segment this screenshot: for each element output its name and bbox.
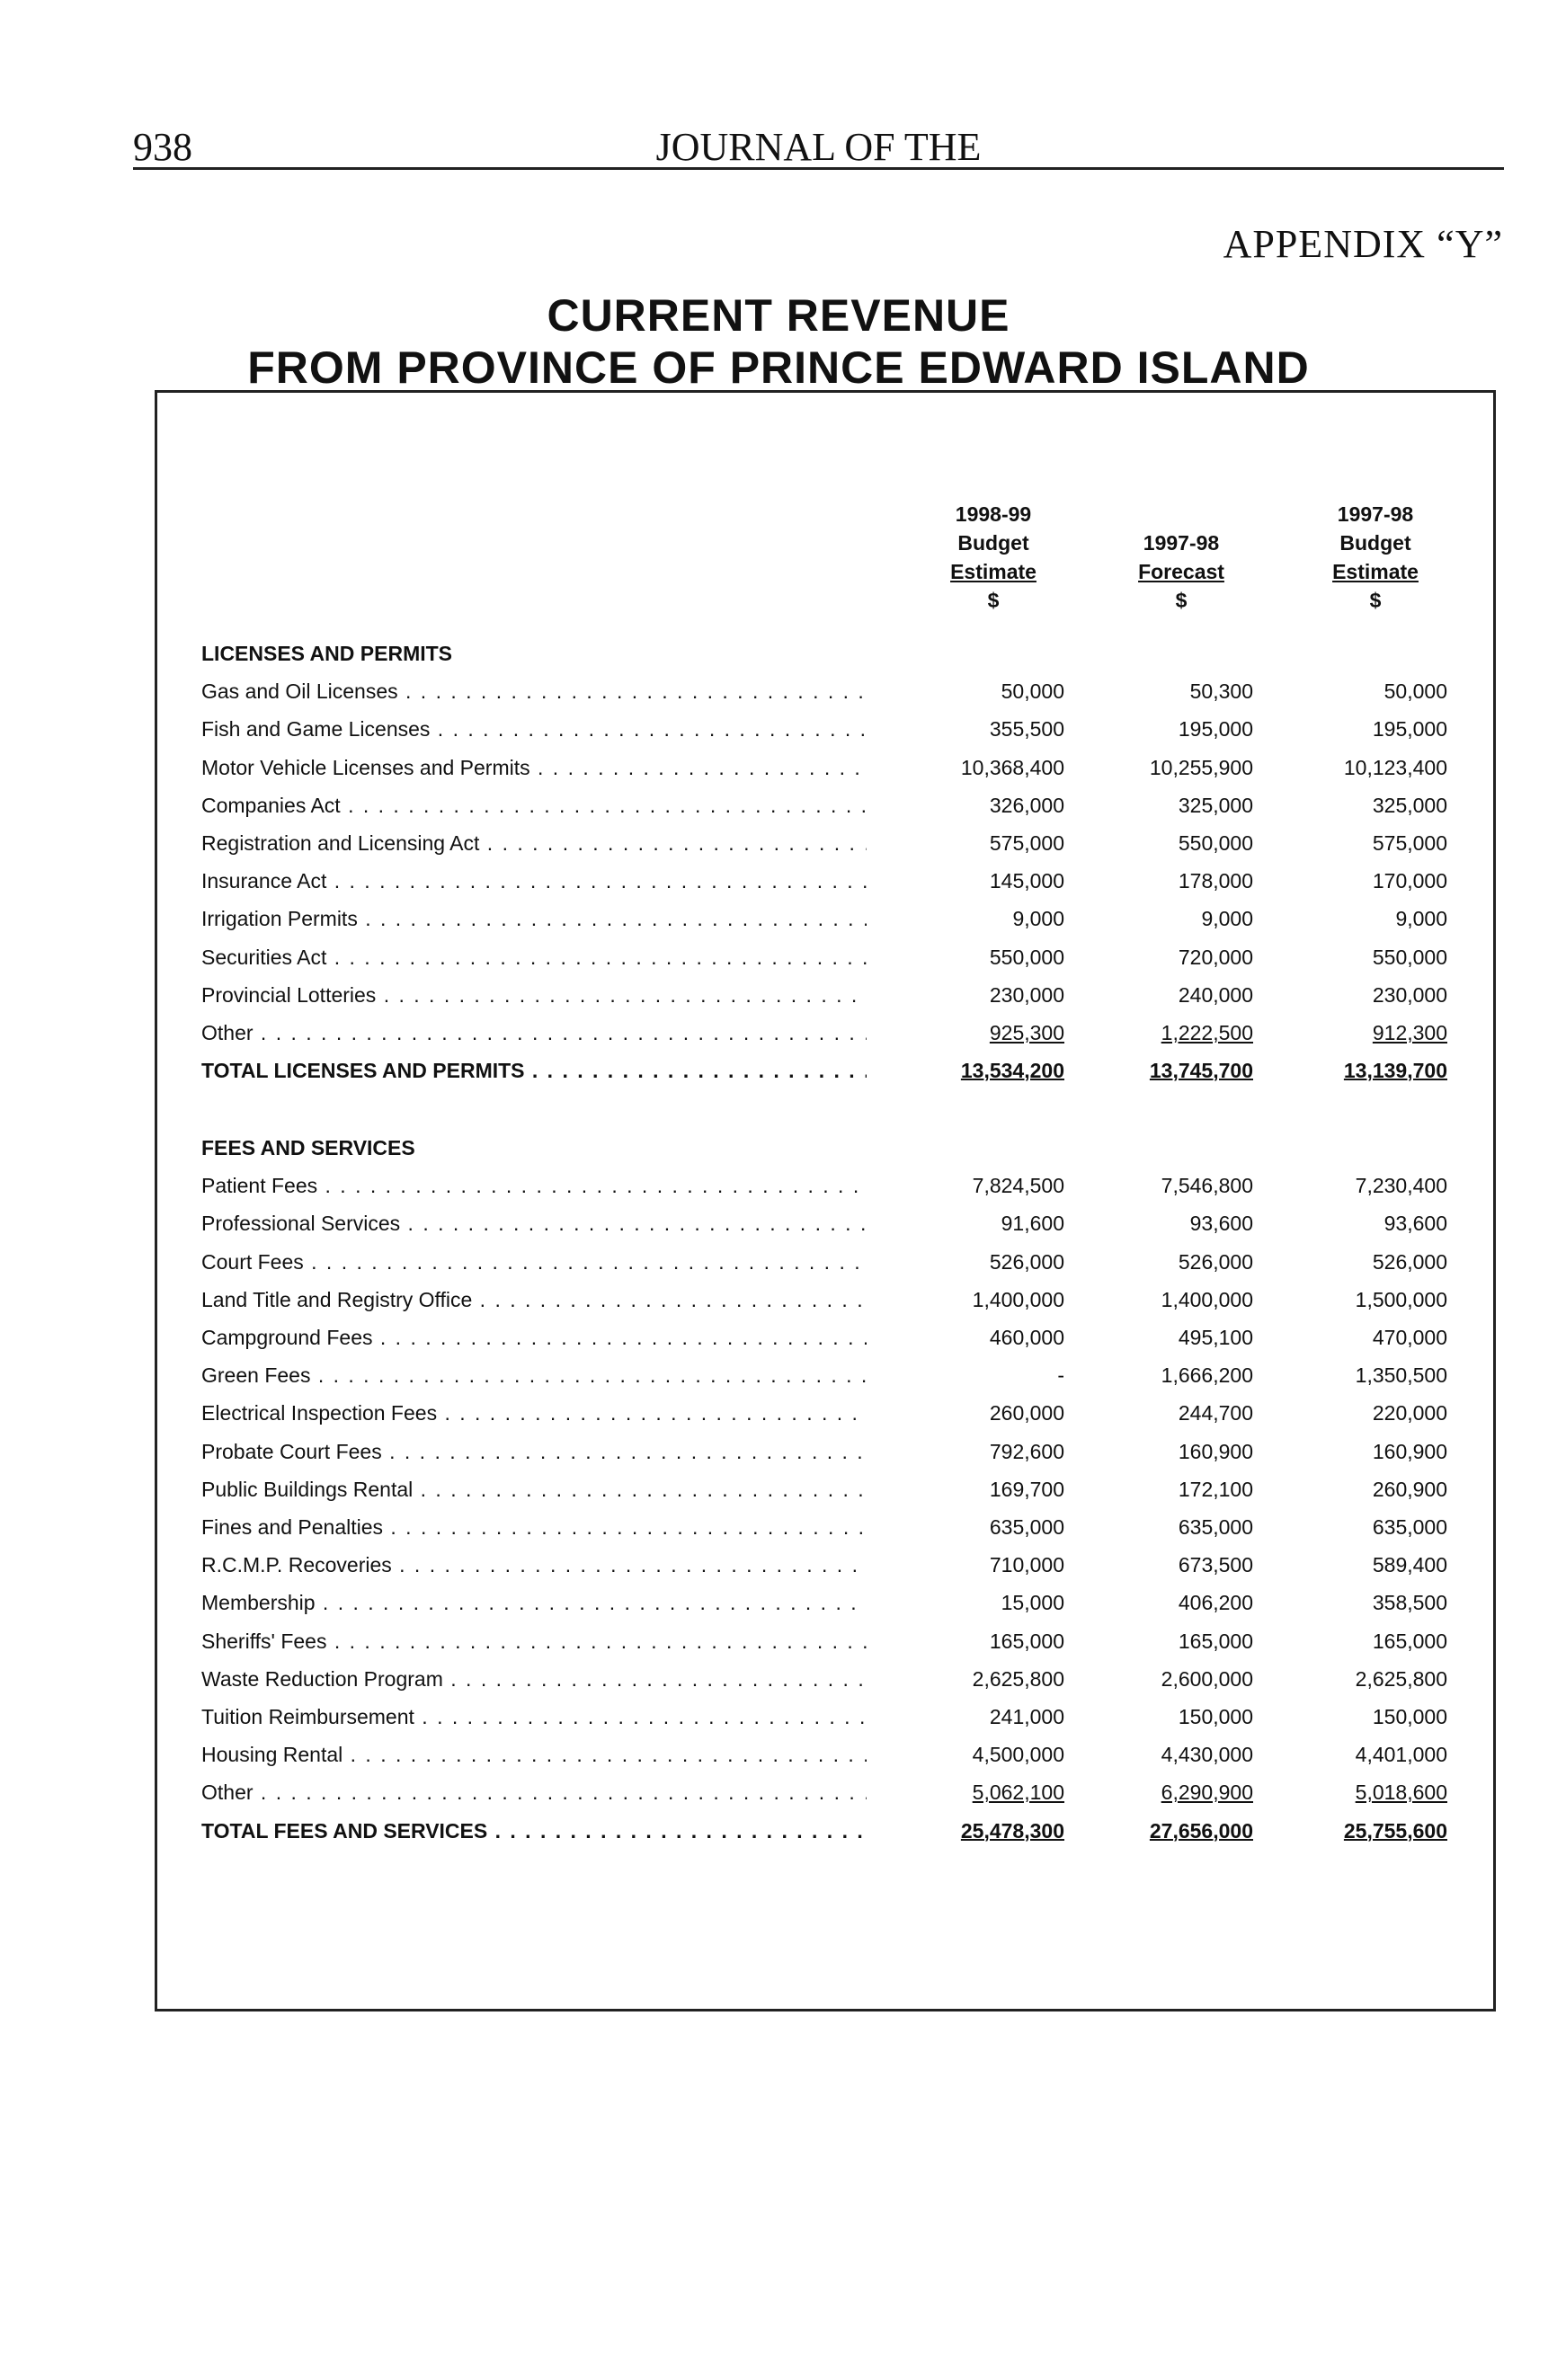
- table-row: [201, 1363, 1460, 1392]
- cell-value: 7,230,400: [1355, 1174, 1447, 1198]
- table-row: [201, 1212, 1460, 1240]
- row-label: Irrigation Permits . . .: [201, 907, 867, 931]
- table-row: [201, 1705, 1460, 1734]
- cell-value: 460,000: [989, 1326, 1064, 1349]
- row-label: Sheriffs' Fees . . .: [201, 1630, 867, 1654]
- table-total-row: [201, 1059, 1460, 1088]
- cell-value: 550,000: [1178, 831, 1253, 855]
- table-row: [201, 1743, 1460, 1772]
- cell-value: 326,000: [989, 793, 1064, 817]
- row-label: Campground Fees . . .: [201, 1326, 867, 1350]
- row-label: Green Fees . . .: [201, 1363, 867, 1388]
- cell-value: 635,000: [989, 1515, 1064, 1539]
- table-row: [201, 1478, 1460, 1506]
- cell-value: 10,123,400: [1343, 755, 1447, 779]
- row-label: Court Fees . . .: [201, 1250, 867, 1274]
- row-label: Provincial Lotteries . . .: [201, 983, 867, 1008]
- row-label: Probate Court Fees . . .: [201, 1440, 867, 1464]
- cell-value: 575,000: [989, 831, 1064, 855]
- table-row: [201, 1515, 1460, 1544]
- cell-value: 50,000: [1384, 679, 1447, 704]
- cell-value: 50,300: [1189, 679, 1253, 704]
- cell-value: 792,600: [989, 1439, 1064, 1463]
- column-header-line: Estimate: [1332, 560, 1419, 583]
- column-header-line: Estimate: [950, 560, 1037, 583]
- table-row: [201, 946, 1460, 974]
- cell-value: 170,000: [1372, 869, 1447, 893]
- cell-value: 240,000: [1178, 982, 1253, 1007]
- row-label: Insurance Act . . .: [201, 869, 867, 893]
- row-label: Companies Act . . .: [201, 794, 867, 818]
- row-label: Fines and Penalties . . .: [201, 1515, 867, 1540]
- cell-value: 912,300: [1372, 1021, 1447, 1044]
- cell-value: 165,000: [1372, 1629, 1447, 1653]
- row-label: Electrical Inspection Fees . . .: [201, 1401, 867, 1425]
- cell-value: 710,000: [989, 1553, 1064, 1577]
- table-row: [201, 907, 1460, 936]
- row-label: Land Title and Registry Office . . .: [201, 1288, 867, 1312]
- cell-value: 27,656,000: [1149, 1818, 1253, 1843]
- cell-value: 526,000: [1178, 1249, 1253, 1274]
- cell-value: 325,000: [1372, 793, 1447, 817]
- column-header-1997-98-budget: [1286, 500, 1465, 615]
- column-header-line: [1091, 500, 1271, 528]
- table-row: [201, 1630, 1460, 1658]
- cell-value: 10,255,900: [1149, 755, 1253, 779]
- page-number: 938: [133, 125, 192, 169]
- cell-value: 406,200: [1178, 1591, 1253, 1615]
- row-label: Securities Act . . .: [201, 946, 867, 970]
- column-header-unit: $: [1369, 589, 1382, 612]
- cell-value: 13,534,200: [960, 1059, 1064, 1083]
- column-header-unit: $: [987, 589, 1000, 612]
- cell-value: -: [1057, 1363, 1064, 1388]
- document-title: [0, 289, 1557, 394]
- cell-value: 1,666,200: [1161, 1363, 1253, 1388]
- cell-value: 9,000: [1012, 907, 1064, 931]
- cell-value: 244,700: [1178, 1401, 1253, 1425]
- table-row: [201, 869, 1460, 898]
- cell-value: 635,000: [1178, 1515, 1253, 1539]
- table-row: [201, 756, 1460, 785]
- row-label: Other . . .: [201, 1781, 867, 1805]
- cell-value: 230,000: [989, 982, 1064, 1007]
- cell-value: 9,000: [1395, 907, 1447, 931]
- row-label: Tuition Reimbursement . . .: [201, 1705, 867, 1729]
- cell-value: 260,000: [989, 1401, 1064, 1425]
- table-row: [201, 1401, 1460, 1430]
- cell-value: 5,062,100: [972, 1781, 1064, 1805]
- column-header-line: Budget: [957, 531, 1029, 555]
- cell-value: 673,500: [1178, 1553, 1253, 1577]
- cell-value: 178,000: [1178, 869, 1253, 893]
- column-header-line: 1997-98: [1143, 531, 1220, 555]
- column-header-1998-99-budget: [903, 500, 1083, 615]
- row-label: Fish and Game Licenses . . .: [201, 717, 867, 742]
- table-row: [201, 679, 1460, 708]
- cell-value: 1,222,500: [1161, 1021, 1253, 1044]
- cell-value: 7,824,500: [972, 1174, 1064, 1198]
- cell-value: 1,500,000: [1355, 1287, 1447, 1311]
- column-header-line: 1998-99: [955, 502, 1032, 526]
- cell-value: 635,000: [1372, 1515, 1447, 1539]
- row-label: TOTAL FEES AND SERVICES . . .: [201, 1819, 867, 1843]
- row-label: Patient Fees . . .: [201, 1174, 867, 1198]
- table-row: [201, 794, 1460, 822]
- cell-value: 5,018,600: [1355, 1781, 1447, 1805]
- cell-value: 550,000: [1372, 945, 1447, 969]
- cell-value: 10,368,400: [960, 755, 1064, 779]
- cell-value: 165,000: [1178, 1629, 1253, 1653]
- cell-value: 25,755,600: [1343, 1818, 1447, 1843]
- column-header-line: Budget: [1339, 531, 1411, 555]
- cell-value: 495,100: [1178, 1326, 1253, 1349]
- cell-value: 925,300: [989, 1021, 1064, 1044]
- cell-value: 1,350,500: [1355, 1363, 1447, 1388]
- row-label: TOTAL LICENSES AND PERMITS . . .: [201, 1059, 867, 1083]
- cell-value: 195,000: [1372, 717, 1447, 742]
- cell-value: 169,700: [989, 1477, 1064, 1501]
- appendix-label: APPENDIX “Y”: [1223, 222, 1503, 266]
- table-row: [201, 1174, 1460, 1203]
- cell-value: 195,000: [1178, 717, 1253, 742]
- cell-value: 241,000: [989, 1705, 1064, 1728]
- cell-value: 2,600,000: [1161, 1666, 1253, 1691]
- table-row: [201, 983, 1460, 1012]
- cell-value: 172,100: [1178, 1477, 1253, 1501]
- cell-value: 25,478,300: [960, 1818, 1064, 1843]
- cell-value: 150,000: [1372, 1705, 1447, 1728]
- cell-value: 4,401,000: [1355, 1743, 1447, 1767]
- row-label: Other . . .: [201, 1021, 867, 1045]
- cell-value: 720,000: [1178, 945, 1253, 969]
- cell-value: 93,600: [1189, 1212, 1253, 1236]
- cell-value: 526,000: [989, 1249, 1064, 1274]
- title-line-2: FROM PROVINCE OF PRINCE EDWARD ISLAND: [247, 342, 1310, 393]
- table-row: [201, 1440, 1460, 1469]
- section-heading: LICENSES AND PERMITS: [201, 642, 453, 665]
- title-line-1: CURRENT REVENUE: [547, 290, 1010, 341]
- row-label: Membership . . .: [201, 1591, 867, 1615]
- table-total-row: [201, 1819, 1460, 1848]
- cell-value: 358,500: [1372, 1591, 1447, 1615]
- cell-value: 575,000: [1372, 831, 1447, 855]
- cell-value: 50,000: [1001, 679, 1064, 704]
- journal-title: JOURNAL OF THE: [655, 125, 982, 169]
- table-row: [201, 1250, 1460, 1279]
- cell-value: 1,400,000: [972, 1287, 1064, 1311]
- column-header-1997-98-forecast: [1091, 500, 1271, 615]
- table-row: [201, 1021, 1460, 1050]
- cell-value: 1,400,000: [1161, 1287, 1253, 1311]
- section-heading: FEES AND SERVICES: [201, 1136, 415, 1159]
- cell-value: 93,600: [1384, 1212, 1447, 1236]
- cell-value: 160,900: [1372, 1439, 1447, 1463]
- cell-value: 7,546,800: [1161, 1174, 1253, 1198]
- cell-value: 91,600: [1001, 1212, 1064, 1236]
- cell-value: 230,000: [1372, 982, 1447, 1007]
- cell-value: 160,900: [1178, 1439, 1253, 1463]
- cell-value: 355,500: [989, 717, 1064, 742]
- cell-value: 2,625,800: [1355, 1666, 1447, 1691]
- cell-value: 4,500,000: [972, 1743, 1064, 1767]
- cell-value: 4,430,000: [1161, 1743, 1253, 1767]
- cell-value: 260,900: [1372, 1477, 1447, 1501]
- table-row: [201, 1288, 1460, 1317]
- row-label: Public Buildings Rental . . .: [201, 1478, 867, 1502]
- row-label: Registration and Licensing Act . . .: [201, 831, 867, 856]
- row-label: Gas and Oil Licenses . . .: [201, 679, 867, 704]
- cell-value: 550,000: [989, 945, 1064, 969]
- row-label: Housing Rental . . .: [201, 1743, 867, 1767]
- row-label: R.C.M.P. Recoveries . . .: [201, 1553, 867, 1577]
- cell-value: 165,000: [989, 1629, 1064, 1653]
- table-row: [201, 1667, 1460, 1696]
- cell-value: 6,290,900: [1161, 1781, 1253, 1805]
- cell-value: 526,000: [1372, 1249, 1447, 1274]
- cell-value: 13,745,700: [1149, 1059, 1253, 1083]
- cell-value: 15,000: [1001, 1591, 1064, 1615]
- table-row: [201, 831, 1460, 860]
- column-header-line: 1997-98: [1337, 502, 1414, 526]
- table-row: [201, 1591, 1460, 1620]
- cell-value: 325,000: [1178, 793, 1253, 817]
- running-head: [133, 124, 1504, 170]
- row-label: Waste Reduction Program . . .: [201, 1667, 867, 1692]
- row-label: Motor Vehicle Licenses and Permits . . .: [201, 756, 867, 780]
- cell-value: 13,139,700: [1343, 1059, 1447, 1083]
- table-row: [201, 717, 1460, 746]
- cell-value: 145,000: [989, 869, 1064, 893]
- column-header-line: Forecast: [1138, 560, 1224, 583]
- cell-value: 2,625,800: [972, 1666, 1064, 1691]
- cell-value: 470,000: [1372, 1326, 1447, 1349]
- table-row: [201, 1781, 1460, 1809]
- table-row: [201, 1553, 1460, 1582]
- column-header-unit: $: [1175, 589, 1188, 612]
- cell-value: 220,000: [1372, 1401, 1447, 1425]
- table-row: [201, 1326, 1460, 1354]
- cell-value: 150,000: [1178, 1705, 1253, 1728]
- cell-value: 9,000: [1201, 907, 1253, 931]
- cell-value: 589,400: [1372, 1553, 1447, 1577]
- row-label: Professional Services . . .: [201, 1212, 867, 1236]
